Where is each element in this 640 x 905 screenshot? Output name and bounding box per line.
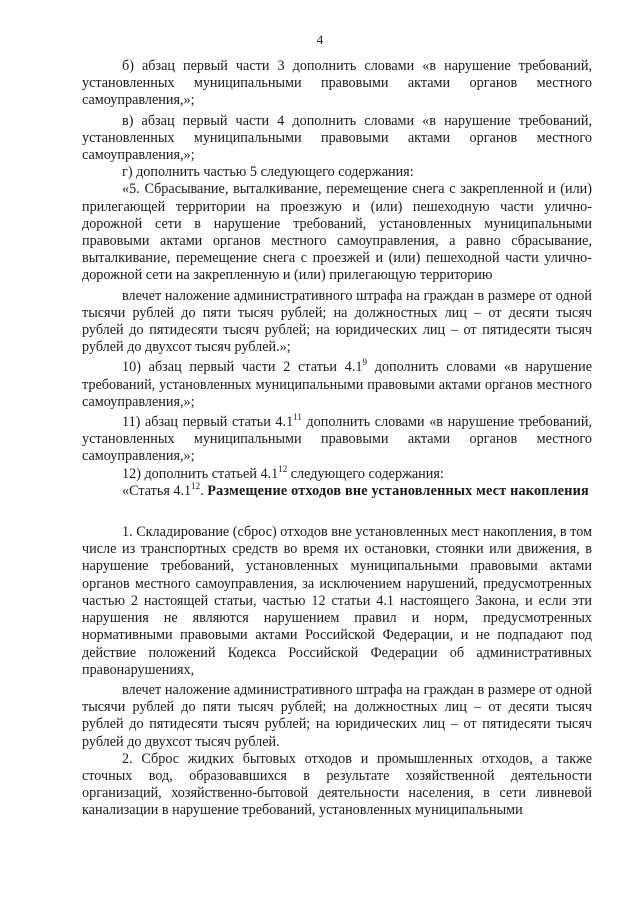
item-b: б) абзац первый части 3 дополнить словами «в нарушение требований, установленных муниципальными правовыми актами органов местного самоуправления,»; [82,58,592,109]
item-12-sup: 12 [278,463,288,474]
item-11 [82,414,592,466]
article-para-2: 2. Сброс жидких бытовых отходов и промышленных отходов, а также сточных вод, образовавшихся в результате хозяйственной деятельности организаций, хозяйственно-бытовой деятельности населения, в сети ливневой канализации в нарушение требований, установленных муниципальными [82,750,592,819]
item-10 [82,359,592,411]
page-number: 4 [316,32,324,47]
article-title: Размещение отходов вне установленных мест накопления [207,482,589,499]
item-12 [82,463,592,483]
item-g: г) дополнить частью 5 следующего содержания: [122,164,414,181]
item-11-pre: 11) абзац первый статьи 4.1 [122,414,294,431]
part5-penalty: влечет наложение административного штрафа на граждан в размере от одной тысячи рублей до пяти тысяч рублей; на должностных лиц – от десяти тысяч рублей до пятидесяти тысяч рублей; на юридических лиц – от пятидесяти тысяч рублей до двухсот тысяч рублей.»; [82,287,592,356]
item-12-post: следующего содержания: [287,465,444,482]
document-body [82,58,592,820]
article-label-dot: . [200,482,204,499]
part5-text: «5. Сбрасывание, выталкивание, перемещение снега с закрепленной и (или) прилегающей территории на проезжую и (или) пешеходную части улично-дорожной сети в нарушение требований, установленных муниципальными правовыми актами органов местного самоуправления, а равно сбрасывание, выталкивание, перемещение снега с проезжей и (или) пешеходной части улично-дорожной сети на закрепленную и (или) прилегающую территорию [82,181,592,284]
item-10-sup: 9 [362,357,367,368]
article-label: «Статья 4.1 [122,482,192,499]
article-heading [82,480,592,500]
item-11-post: дополнить словами «в нарушение требований, установленных муниципальными правовыми актами органов местного самоуправления,»; [82,414,592,465]
item-v: в) абзац первый части 4 дополнить словами «в нарушение требований, установленных муниципальными правовыми актами органов местного самоуправления,»; [82,112,592,164]
article-para-1: 1. Складирование (сброс) отходов вне установленных мест накопления, в том числе из транспортных средств во время их остановки, стоянки или движения, в нарушение требований, установленных муниципальными правовыми актами органов местного самоуправления, за исключением нарушений, предусмотренных частью 2 настоящей статьи, частью 12 статьи 4.1 настоящего Закона, и если эти нарушения не являются нарушением правил и норм, предусмотренных нормативными правовыми актами Российской Федерации, и не подпадают под действие положений Кодекса Российской Федерации об административных правонарушениях, [82,524,592,678]
article-para-1-penalty: влечет наложение административного штрафа на граждан в размере от одной тысячи рублей до пяти тысяч рублей; на должностных лиц – от десяти тысяч рублей до пятидесяти тысяч рублей; на юридических лиц – от пятидесяти тысяч рублей до двухсот тысяч рублей. [82,681,592,750]
item-10-pre: 10) абзац первый части 2 статьи 4.1 [122,359,363,376]
item-11-sup: 11 [293,412,302,423]
item-10-post: дополнить словами «в нарушение требований, установленных муниципальными правовыми актами органов местного самоуправления,»; [82,359,592,410]
article-label-sup: 12 [191,480,201,491]
item-12-pre: 12) дополнить статьей 4.1 [122,465,279,482]
